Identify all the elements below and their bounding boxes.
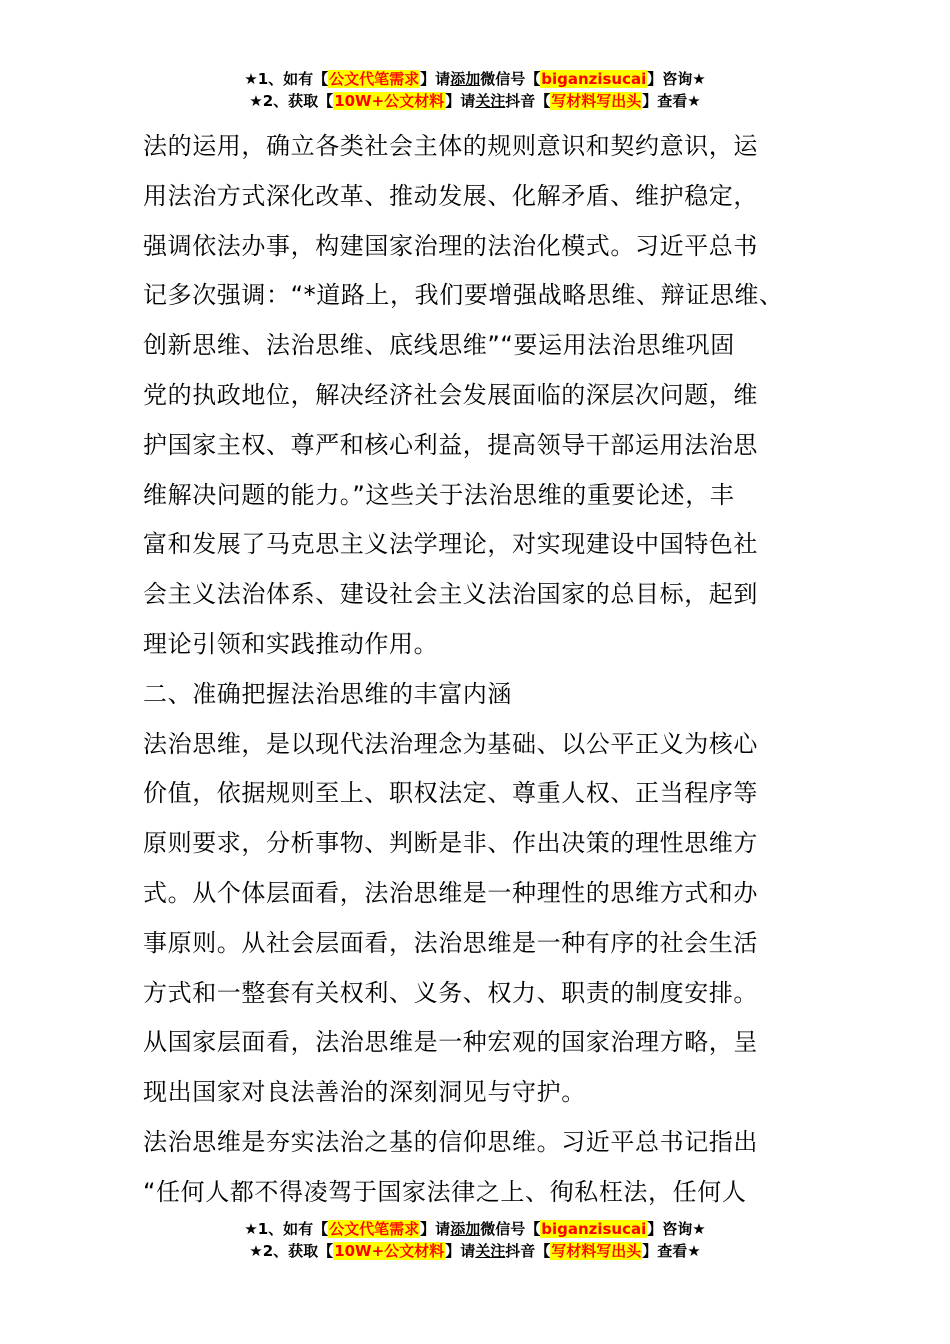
body-line: 用法治方式深化改革、推动发展、化解矛盾、维护稳定， <box>143 181 758 210</box>
banner-text: 抖音【 <box>505 1242 551 1260</box>
body-line: 维解决问题的能力。”这些关于法治思维的重要论述，丰 <box>143 480 735 509</box>
body-line: 强调依法办事，构建国家治理的法治化模式。习近平总书 <box>143 231 758 260</box>
highlight-text: 10W+公文材料 <box>334 92 445 110</box>
underlined-text: 添加 <box>450 70 481 88</box>
banner-text: ★2、获取【 <box>249 1242 334 1260</box>
body-line: 法治思维，是以现代法治理念为基础、以公平正义为核心 <box>143 729 758 758</box>
highlight-text: biganzisucai <box>541 1220 647 1238</box>
body-line: 原则要求，分析事物、判断是非、作出决策的理性思维方 <box>143 829 758 858</box>
body-line: 护国家主权、尊严和核心利益，提高领导干部运用法治思 <box>143 430 758 459</box>
underlined-text: 关注 <box>475 1242 506 1260</box>
banner-text: 】咨询★ <box>647 1220 706 1238</box>
body-line: 事原则。从社会层面看，法治思维是一种有序的社会生活 <box>143 928 758 957</box>
banner-text: 】查看★ <box>642 92 701 110</box>
body-line: 理论引领和实践推动作用。 <box>143 629 439 658</box>
body-line: 法治思维是夯实法治之基的信仰思维。习近平总书记指出 <box>143 1127 758 1156</box>
banner-line-2 <box>0 1240 950 1262</box>
banner-text: 】请 <box>420 70 451 88</box>
banner-text: 】请 <box>445 1242 476 1260</box>
highlight-text: 写材料写出头 <box>551 92 642 110</box>
underlined-text: 关注 <box>475 92 506 110</box>
body-line: 记多次强调：“*道路上，我们要增强战略思维、辩证思维、 <box>143 281 784 310</box>
body-line: 从国家层面看，法治思维是一种宏观的国家治理方略，呈 <box>143 1028 758 1057</box>
banner-text: ★1、如有【 <box>244 1220 329 1238</box>
footer-banner <box>0 1218 950 1262</box>
header-banner <box>0 68 950 112</box>
body-line: 式。从个体层面看，法治思维是一种理性的思维方式和办 <box>143 878 758 907</box>
banner-text: 微信号【 <box>480 1220 541 1238</box>
highlight-text: biganzisucai <box>541 70 647 88</box>
body-line: “任何人都不得凌驾于国家法律之上、徇私枉法，任何人 <box>143 1177 747 1206</box>
body-line: 方式和一整套有关权利、义务、权力、职责的制度安排。 <box>143 978 758 1007</box>
banner-text: ★1、如有【 <box>244 70 329 88</box>
banner-text: 】请 <box>420 1220 451 1238</box>
banner-text: 抖音【 <box>505 92 551 110</box>
banner-text: 】查看★ <box>642 1242 701 1260</box>
banner-text: 微信号【 <box>480 70 541 88</box>
highlight-text: 公文代笔需求 <box>329 1220 420 1238</box>
banner-text: 】咨询★ <box>647 70 706 88</box>
body-line: 现出国家对良法善治的深刻洞见与守护。 <box>143 1078 586 1107</box>
banner-text: 】请 <box>445 92 476 110</box>
highlight-text: 10W+公文材料 <box>334 1242 445 1260</box>
body-line: 创新思维、法治思维、底线思维”“要运用法治思维巩固 <box>143 331 735 360</box>
body-line: 富和发展了马克思主义法学理论，对实现建设中国特色社 <box>143 530 758 559</box>
body-line: 价值，依据规则至上、职权法定、尊重人权、正当程序等 <box>143 779 758 808</box>
banner-line-1 <box>0 68 950 90</box>
section-heading: 二、准确把握法治思维的丰富内涵 <box>143 679 512 708</box>
banner-text: ★2、获取【 <box>249 92 334 110</box>
body-line: 会主义法治体系、建设社会主义法治国家的总目标，起到 <box>143 580 758 609</box>
underlined-text: 添加 <box>450 1220 481 1238</box>
highlight-text: 公文代笔需求 <box>329 70 420 88</box>
banner-line-2 <box>0 90 950 112</box>
body-line: 法的运用，确立各类社会主体的规则意识和契约意识，运 <box>143 132 758 160</box>
highlight-text: 写材料写出头 <box>551 1242 642 1260</box>
document-body <box>143 122 813 1218</box>
body-line: 党的执政地位，解决经济社会发展面临的深层次问题，维 <box>143 380 758 409</box>
banner-line-1 <box>0 1218 950 1240</box>
